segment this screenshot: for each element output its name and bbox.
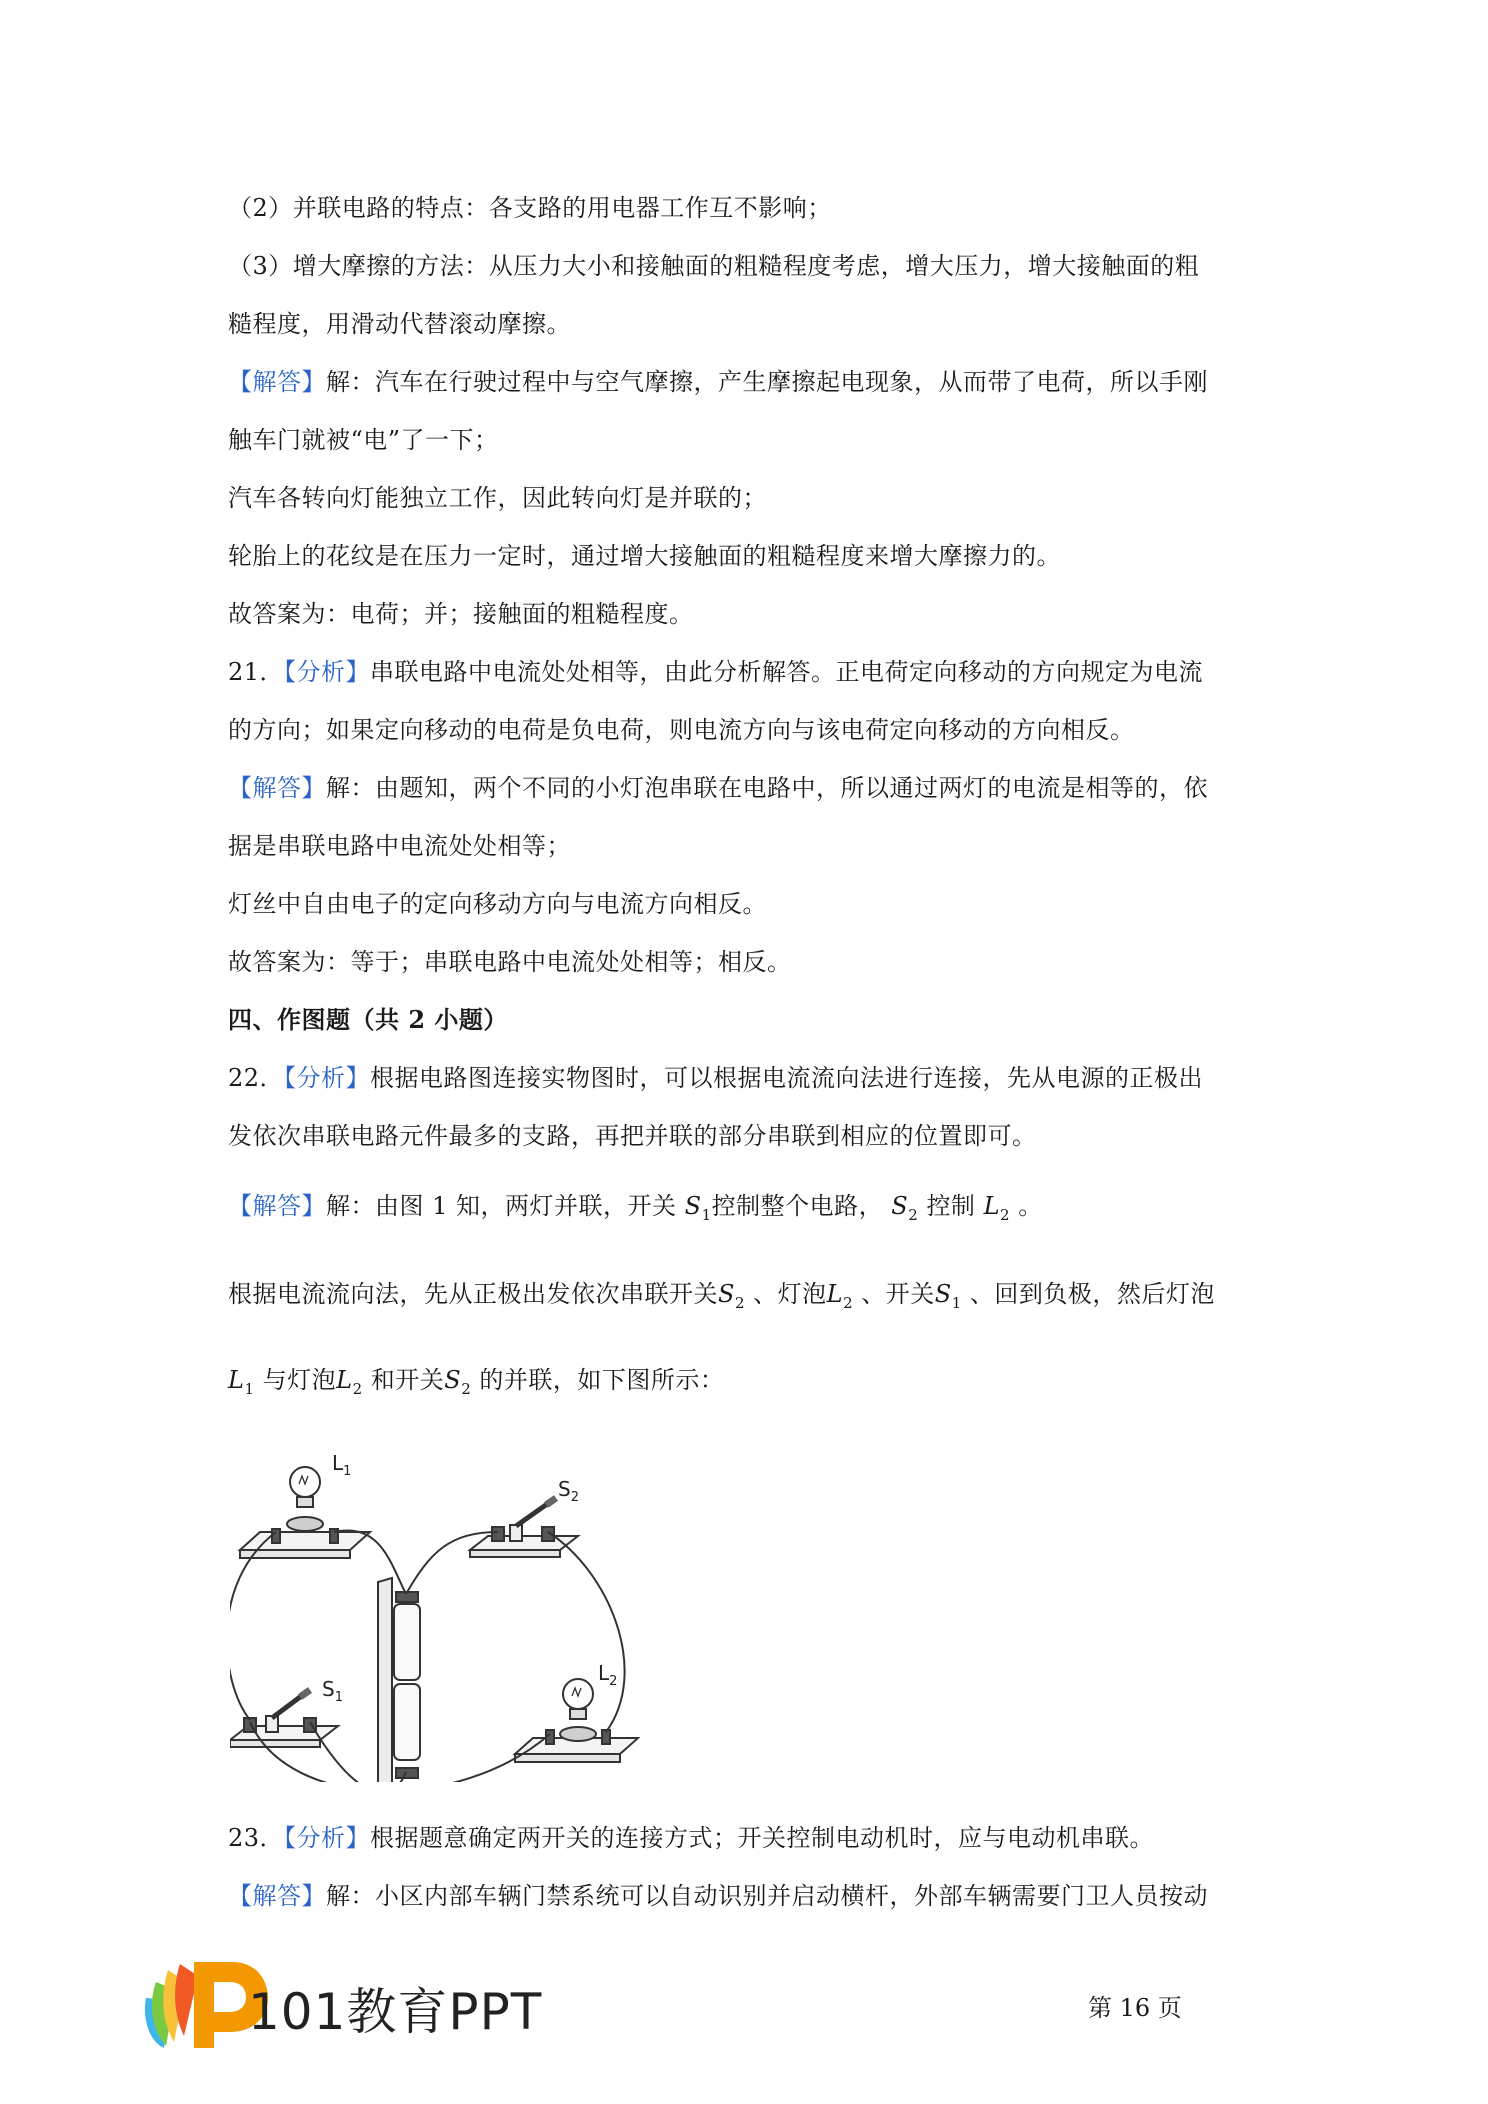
answer-tag: 【解答】 bbox=[228, 1882, 326, 1910]
text-line: 根据电流流向法，先从正极出发依次串联开关$S_2$ 、灯泡$L_2$ 、开关$S_1$ 、回到负极，然后灯泡 bbox=[228, 1280, 1215, 1312]
battery-cell bbox=[394, 1604, 420, 1680]
battery-holder bbox=[378, 1578, 392, 1782]
text-line: 灯丝中自由电子的定向移动方向与电流方向相反。 bbox=[228, 890, 767, 918]
section-heading: 四、作图题（共 2 小题） bbox=[228, 1005, 508, 1034]
text-line: （3）增大摩擦的方法：从压力大小和接触面的粗糙程度考虑，增大压力，增大接触面的粗 bbox=[228, 252, 1200, 280]
text-line: 故答案为：等于；串联电路中电流处处相等；相反。 bbox=[228, 948, 792, 976]
text-line: 糙程度，用滑动代替滚动摩擦。 bbox=[228, 310, 571, 338]
question-22-analysis: 22．【分析】根据电路图连接实物图时，可以根据电流流向法进行连接，先从电源的正极出 bbox=[228, 1064, 1204, 1092]
text-line: $L_1$ 与灯泡$L_2$ 和开关$S_2$ 的并联，如下图所示： bbox=[228, 1366, 725, 1398]
logo-text: 101教育PPT bbox=[248, 1983, 543, 2041]
analysis-tag: 【分析】 bbox=[284, 658, 371, 686]
analysis-tag: 【分析】 bbox=[284, 1064, 371, 1092]
battery-cell bbox=[394, 1684, 420, 1760]
svg-text:S1: $S_1$ bbox=[322, 1677, 343, 1705]
text-line: 触车门就被“电”了一下； bbox=[228, 426, 499, 454]
text-line: 轮胎上的花纹是在压力一定时，通过增大接触面的粗糙程度来增大摩擦力的。 bbox=[228, 542, 1061, 570]
text-line: （2）并联电路的特点：各支路的用电器工作互不影响； bbox=[228, 194, 832, 222]
label-s1: S bbox=[322, 1677, 335, 1701]
label-s2: S bbox=[558, 1477, 571, 1501]
label-l1: L bbox=[332, 1451, 344, 1475]
question-23-analysis: 23．【分析】根据题意确定两开关的连接方式；开关控制电动机时，应与电动机串联。 bbox=[228, 1824, 1155, 1852]
text-line: 发依次串联电路元件最多的支路，再把并联的部分串联到相应的位置即可。 bbox=[228, 1122, 1037, 1150]
page-number: 第 16 页 bbox=[1088, 1994, 1182, 2022]
text-line: 汽车各转向灯能独立工作，因此转向灯是并联的； bbox=[228, 484, 767, 512]
question-21-analysis: 21．【分析】串联电路中电流处处相等，由此分析解答。正电荷定向移动的方向规定为电流 bbox=[228, 658, 1204, 686]
wire bbox=[230, 1532, 276, 1720]
text-line: 故答案为：电荷；并；接触面的粗糙程度。 bbox=[228, 600, 694, 628]
label-l2: L bbox=[598, 1661, 610, 1685]
svg-text:S2: $S_2$ bbox=[558, 1477, 579, 1505]
lamp-l2-bulb bbox=[563, 1679, 593, 1709]
lamp-l1-bulb bbox=[290, 1467, 320, 1497]
answer-tag: 【解答】 bbox=[228, 1192, 326, 1220]
text-line: 的方向；如果定向移动的电荷是负电荷，则电流方向与该电荷定向移动的方向相反。 bbox=[228, 716, 1135, 744]
circuit-diagram bbox=[230, 1432, 640, 1782]
text-line: 【解答】解：小区内部车辆门禁系统可以自动识别并启动横杆，外部车辆需要门卫人员按动 bbox=[228, 1882, 1208, 1910]
svg-text:L1: $L_1$ bbox=[332, 1451, 352, 1479]
answer-tag: 【解答】 bbox=[228, 368, 326, 396]
answer-tag: 【解答】 bbox=[228, 774, 326, 802]
analysis-tag: 【分析】 bbox=[284, 1824, 371, 1852]
text-line: 【解答】解：汽车在行驶过程中与空气摩擦，产生摩擦起电现象，从而带了电荷，所以手刚 bbox=[228, 368, 1208, 396]
svg-text:L2: $L_2$ bbox=[598, 1661, 618, 1689]
text-line: 据是串联电路中电流处处相等； bbox=[228, 832, 571, 860]
text-line: 【解答】解：由图 1 知，两灯并联，开关 $S_1$控制整个电路， $S_2$ 控制 $L_2$ 。 bbox=[228, 1192, 1043, 1224]
text-line: 【解答】解：由题知，两个不同的小灯泡串联在电路中，所以通过两灯的电流是相等的，依 bbox=[228, 774, 1208, 802]
